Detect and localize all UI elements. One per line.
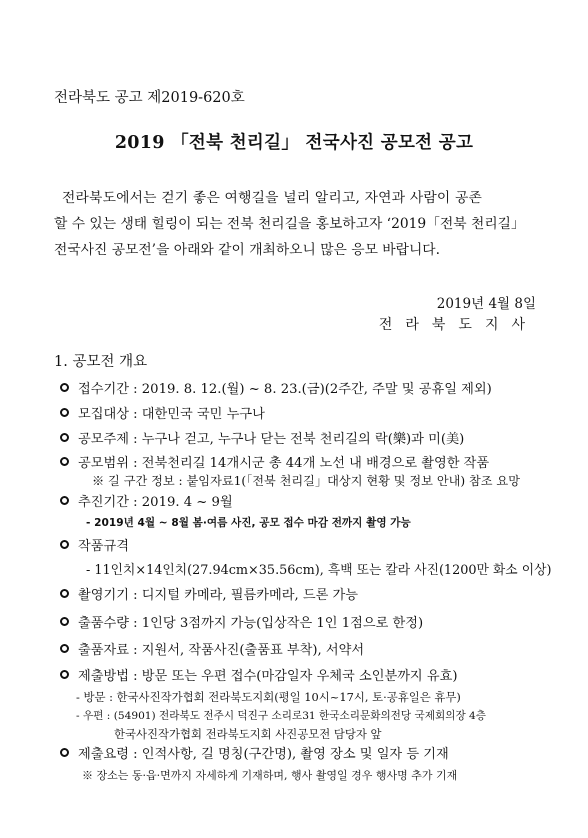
item-target: [60, 403, 265, 422]
circle-bullet-icon: [60, 617, 69, 626]
circle-bullet-icon: [60, 540, 69, 549]
item-scope: [60, 452, 489, 471]
scope-note: ※ 길 구간 정보 : 붙임자료1(「전북 천리길」대상지 현황 및 정보 안내) 참조 요망: [92, 474, 520, 488]
circle-bullet-icon: [60, 670, 69, 679]
item-period: [60, 378, 492, 397]
item-spec: [60, 535, 129, 554]
item-text: 촬영기기 : 디지털 카메라, 필름카메라, 드론 가능: [78, 588, 359, 603]
notice-number: 전라북도 공고 제2019-620호: [54, 90, 245, 106]
intro-line-3: 전국사진 공모전’을 아래와 같이 개최하오니 많은 응모 바랍니다.: [54, 242, 440, 258]
circle-bullet-icon: [60, 748, 69, 757]
intro-line-1: 전라북도에서는 걷기 좋은 여행길을 널리 알리고, 자연과 사람이 공존: [62, 190, 483, 206]
circle-bullet-icon: [60, 383, 69, 392]
circle-bullet-icon: [60, 496, 69, 505]
item-text: 출품수량 : 1인당 3점까지 가능(입상작은 1인 1점으로 한정): [78, 616, 424, 631]
item-text: 제출방법 : 방문 또는 우편 접수(마감일자 우체국 소인분까지 유효): [78, 669, 458, 684]
method-visit: - 방문 : 한국사진작가협회 전라북도지회(평일 10시~17시, 토·공휴일은 휴무): [76, 690, 461, 704]
item-quantity: [60, 612, 423, 631]
notice-date: 2019년 4월 8일: [436, 296, 536, 312]
item-text: 작품규격: [78, 539, 129, 554]
section-heading: 1. 공모전 개요: [54, 354, 148, 370]
guideline-note: ※ 장소는 동·읍·면까지 자세하게 기재하며, 행사 촬영일 경우 행사명 추가 기재: [82, 769, 458, 782]
item-text: 제출요령 : 인적사항, 길 명칭(구간명), 촬영 장소 및 일자 등 기재: [78, 747, 449, 762]
circle-bullet-icon: [60, 644, 69, 653]
item-text: 모집대상 : 대한민국 국민 누구나: [78, 407, 265, 422]
item-text: 추진기간 : 2019. 4 ~ 9월: [78, 495, 233, 510]
method-mail-1: - 우편 : (54901) 전라북도 전주시 덕진구 소리로31 한국소리문화의전당 국제회의장 4층: [76, 710, 487, 722]
method-mail-2: 한국사진작가협회 전라북도지회 사진공모전 담당자 앞: [114, 727, 382, 741]
document-title: 2019 「전북 천리길」 전국사진 공모전 공고: [114, 133, 474, 153]
item-theme: [60, 428, 464, 447]
item-text: 출품자료 : 지원서, 작품사진(출품표 부착), 서약서: [78, 643, 365, 658]
item-text: 접수기간 : 2019. 8. 12.(월) ~ 8. 23.(금)(2주간, 주말 및 공휴일 제외): [78, 382, 492, 397]
circle-bullet-icon: [60, 408, 69, 417]
item-device: [60, 584, 358, 603]
item-guideline: [60, 743, 449, 762]
circle-bullet-icon: [60, 433, 69, 442]
item-materials: [60, 639, 364, 658]
item-text: 공모주제 : 누구나 걷고, 누구나 닫는 전북 천리길의 락(樂)과 미(美): [78, 432, 465, 447]
circle-bullet-icon: [60, 589, 69, 598]
issuer: 전라북도지사: [378, 317, 538, 333]
item-schedule: [60, 491, 233, 510]
intro-paragraph: [54, 185, 538, 263]
spec-detail: - 11인치×14인치(27.94cm×35.56cm), 흑백 또는 칼라 사진(1200만 화소 이상): [86, 563, 552, 578]
item-method: [60, 665, 457, 684]
circle-bullet-icon: [60, 457, 69, 466]
intro-line-2: 할 수 있는 생태 힐링이 되는 전북 천리길을 홍보하고자 ‘2019「전북 천리길」: [54, 216, 525, 232]
item-text: 공모범위 : 전북천리길 14개시군 총 44개 노선 내 배경으로 촬영한 작품: [78, 456, 490, 471]
schedule-note: - 2019년 4월 ~ 8월 봄·여름 사진, 공모 접수 마감 전까지 촬영 가능: [86, 517, 411, 529]
